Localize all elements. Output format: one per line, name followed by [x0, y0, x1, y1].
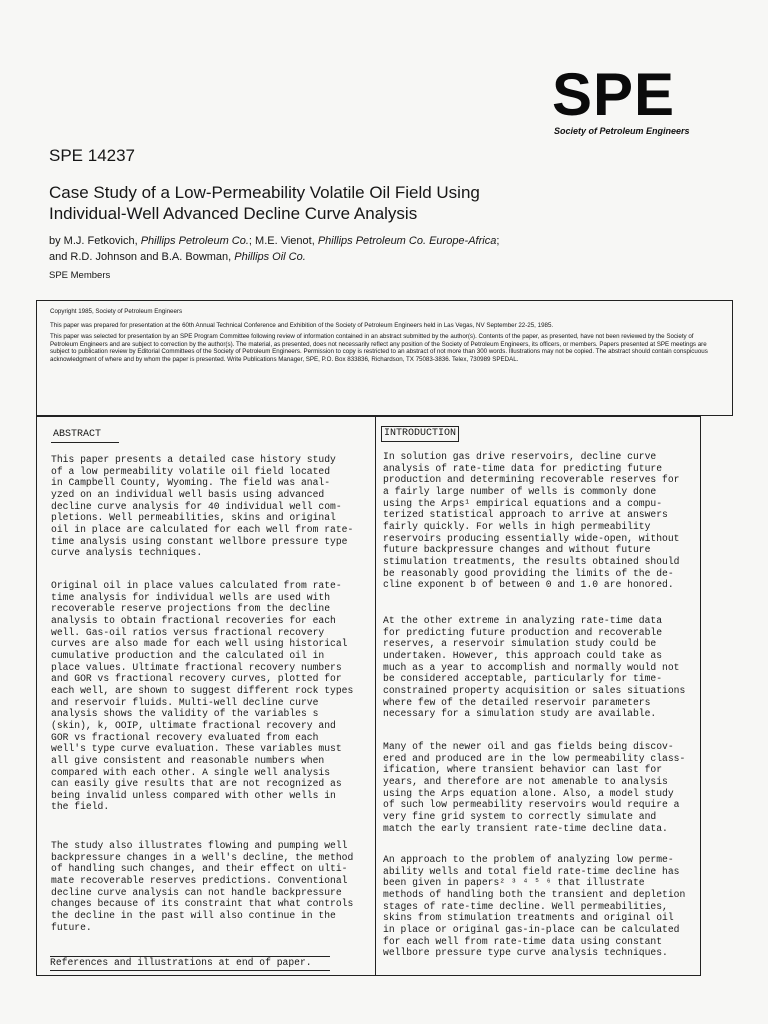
selection-note: This paper was selected for presentation by an SPE Program Committee following review of information contained in an abstract submitted by the author(s). Contents of the paper, as presented, have not been reviewed by the Society of Petroleum Engineers and are subject to correction by the author(s). The material, as presented, does not necessarily reflect any position of the Society of Petroleum Engineers, its officers, or members. Papers presented at SPE meetings are subject to publication review by Editorial Committees of the Society of Petroleum Engineers. Permission to copy is restricted to an abstract of not more than 300 words. Illustrations may not be copied. The abstract should contain conspicuous acknowledgment of where and by whom the paper is presented. Write Publications Manager, SPE, P.O. Box 833836, Richardson, TX 75083-3836. Telex, 730989 SPEDAL. — [50, 333, 708, 363]
author-affiliation: Phillips Oil Co. — [234, 251, 306, 263]
introduction-paragraph-4: An approach to the problem of analyzing low perme- ability wells and total field rate-time decline has been given in papers² ³ ⁴ ⁵ ⁶ that illustrate methods of handling both the transient and depletion stages of rate-time decline. Well permeabilities, skins from stimulation treatments and original oil in place or original gas-in-place can be calculated for each well from rate-time data using constant wellbore pressure type curve analysis techniques. — [383, 854, 686, 959]
introduction-heading: INTRODUCTION — [381, 426, 459, 442]
author-names: by M.J. Fetkovich, — [49, 235, 141, 247]
introduction-paragraph-1: In solution gas drive reservoirs, decline curve analysis of rate-time data for predicting future production and determining recoverable reserves for a fairly large number of wells is commonly done using the Arps¹ empirical equations and a compu- terized statistical approach to arrive at answers fairly quickly. For wells in high permeability reservoirs producing essentially wide-open, without future backpressure changes and without future stimulation treatments, the results obtained should be reasonably good providing the limits of the de- cline exponent b of between 0 and 1.0 are honored. — [383, 451, 680, 591]
author-names: and R.D. Johnson and B.A. Bowman, — [49, 251, 235, 263]
author-affiliation: Phillips Petroleum Co. Europe-Africa — [317, 235, 497, 247]
membership-note: SPE Members — [49, 270, 111, 281]
abstract-paragraph-3: The study also illustrates flowing and pumping well backpressure changes in a well's decline, the method of handling such changes, and their effect on ulti- mate recoverable reserves predictions. Conventional decline curve analysis can not handle backpressure changes because of its constraint that what controls the decline in the past will also continue in the future. — [51, 840, 354, 933]
introduction-column — [375, 416, 701, 976]
introduction-paragraph-2: At the other extreme in analyzing rate-time data for predicting future production and recoverable reserves, a reservoir simulation study could be undertaken. However, this approach could take as much as a year to accomplish and normally would not be considered acceptable, particularly for time- constrained property acquisition or sales situations where few of the detailed reservoir parameters necessary for a simulation study are available. — [383, 615, 686, 720]
title-line-1: Case Study of a Low-Permeability Volatile Oil Field Using — [49, 183, 480, 202]
references-note: References and illustrations at end of paper. — [50, 956, 330, 971]
paper-title — [49, 182, 689, 224]
presentation-note: This paper was prepared for presentation at the 60th Annual Technical Conference and Exhibition of the Society of Petroleum Engineers held in Las Vegas, NV September 22-25, 1985. — [50, 321, 554, 329]
abstract-paragraph-1: This paper presents a detailed case history study of a low permeability volatile oil field located in Campbell County, Wyoming. The field was anal- yzed on an individual well basis using advanced decline curve analysis for 40 individual well com- pletions. Well permeabilities, skins and original oil in place are calculated for each well from rate- time analysis using constant wellbore pressure type curve analysis techniques. — [51, 454, 354, 559]
spe-logo — [552, 61, 712, 136]
author-separator: ; — [496, 235, 500, 247]
society-name: Society of Petroleum Engineers — [554, 126, 690, 136]
author-list — [49, 233, 729, 265]
copyright-line: Copyright 1985, Society of Petroleum Engineers — [50, 308, 183, 315]
author-affiliation: Phillips Petroleum Co. — [140, 235, 249, 247]
title-line-2: Individual-Well Advanced Decline Curve Analysis — [49, 204, 418, 223]
author-names: ; M.E. Vienot, — [248, 235, 318, 247]
author-line-2 — [49, 249, 729, 265]
author-line-1 — [49, 233, 729, 249]
copyright-notice-box — [36, 300, 733, 416]
paper-number: SPE 14237 — [49, 146, 136, 165]
logo-mark: SPE — [552, 61, 676, 128]
abstract-column — [36, 416, 376, 976]
abstract-paragraph-2: Original oil in place values calculated from rate- time analysis for individual wells are used with recoverable reserve projections from the decline analysis to obtain fractional recoveries for each well. Gas-oil ratios versus fractional recovery curves are also made for each well using historical cumulative production and the calculated oil in place values. Ultimate fractional recovery numbers and GOR vs fractional recovery curves, plotted for each well, are shown to suggest different rock types and reservoir fluids. Multi-well decline curve analysis shows the validity of the variables s (skin), k, OOIP, ultimate fractional recovery and GOR vs fractional recovery evaluated from each well's type curve evaluation. These variables must all give consistent and reasonable numbers when compared with each other. A single well analysis can easily give results that are not recognized as being invalid unless compared with other wells in the field. — [51, 580, 354, 813]
introduction-paragraph-3: Many of the newer oil and gas fields being discov- ered and produced are in the low permeability class- ification, where transient behavior can last for years, and therefore are not amenable to analysis using the Arps equation alone. Also, a model study of such low permeability reservoirs would require a very fine grid system to correctly simulate and match the early transient rate-time decline data. — [383, 741, 686, 834]
abstract-heading: ABSTRACT — [51, 428, 119, 443]
